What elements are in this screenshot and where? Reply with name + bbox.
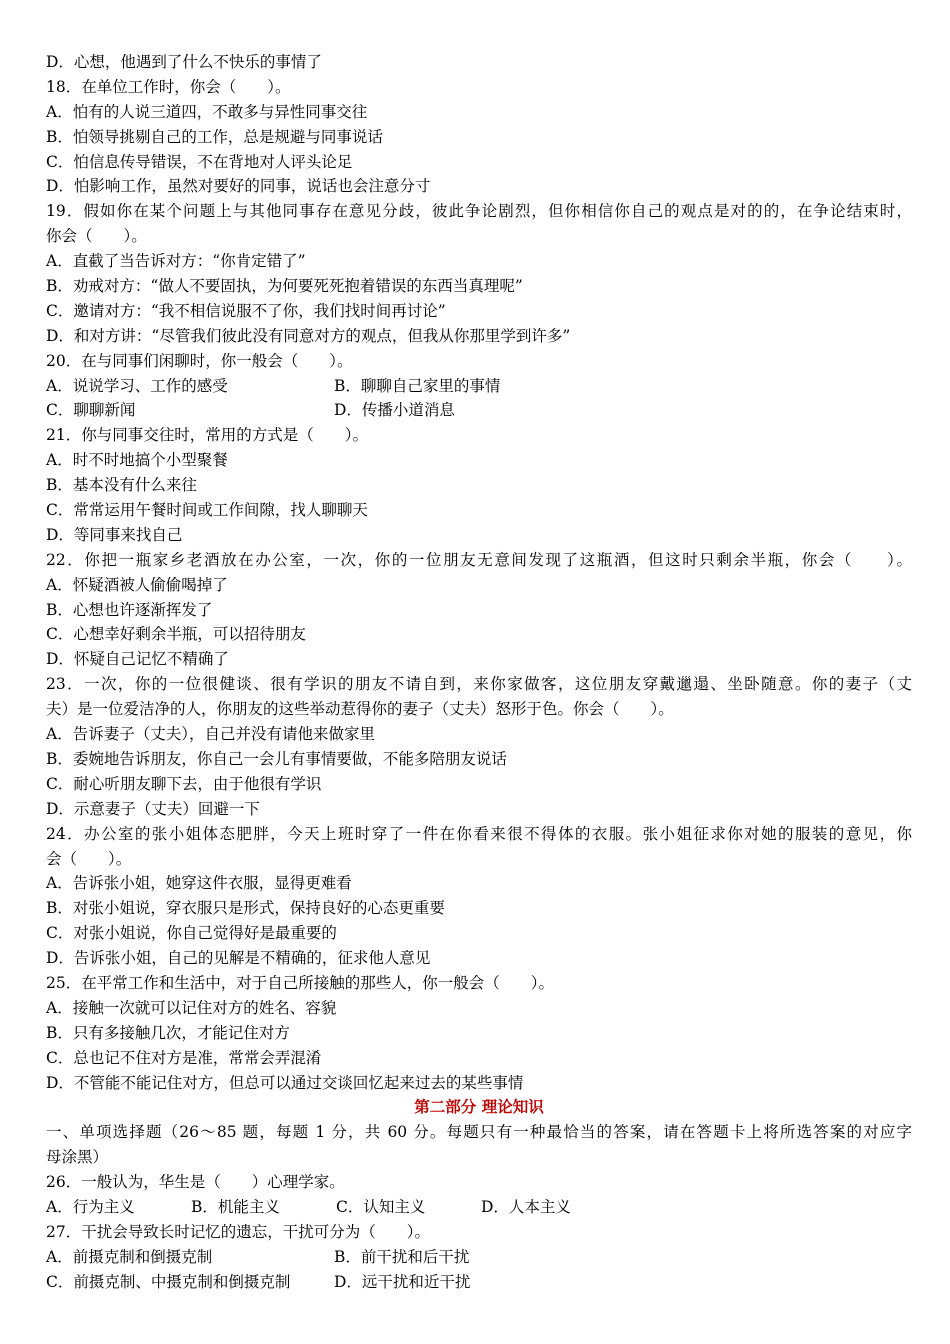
option-a: A．行为主义 — [46, 1197, 135, 1216]
option-line: A．时不时地搞个小型聚餐 — [46, 451, 228, 470]
option-line: B．对张小姐说，穿衣服只是形式，保持良好的心态更重要 — [46, 899, 445, 918]
option-right: B．聊聊自己家里的事情 — [334, 376, 501, 395]
section-instructions-cont: 母涂黑） — [46, 1148, 109, 1167]
question-stem: 26．一般认为，华生是（ ）心理学家。 — [46, 1173, 345, 1192]
section-instructions: 一、单项选择题（26～85 题，每题 1 分，共 60 分。每题只有一种最恰当的答案，请在答题卡上将所选答案的对应字 — [46, 1123, 912, 1142]
option-line: D．等同事来找自己 — [46, 525, 183, 544]
option-row — [46, 374, 912, 399]
question-stem: 19．假如你在某个问题上与其他同事存在意见分歧，彼此争论剧烈，但你相信你自己的观点是对的的，在争论结束时， — [46, 202, 912, 221]
option-line: C．耐心听朋友聊下去，由于他很有学识 — [46, 774, 322, 793]
option-row — [46, 398, 912, 423]
document-body — [46, 50, 912, 1295]
option-right: D．远干扰和近干扰 — [334, 1272, 471, 1291]
option-line: B．委婉地告诉朋友，你自己一会儿有事情要做，不能多陪朋友说话 — [46, 749, 507, 768]
option-line: B．怕领导挑剔自己的工作，总是规避与同事说话 — [46, 127, 383, 146]
option-left: C．前摄克制、中摄克制和倒摄克制 — [46, 1272, 291, 1291]
option-line: C．心想幸好剩余半瓶，可以招待朋友 — [46, 625, 306, 644]
question-stem: 20．在与同事们闲聊时，你一般会（ ）。 — [46, 351, 353, 370]
option-line: A．怀疑酒被人偷偷喝掉了 — [46, 575, 228, 594]
option-line: C．常常运用午餐时间或工作间隙，找人聊聊天 — [46, 501, 368, 520]
option-row — [46, 1195, 912, 1220]
option-row — [46, 1245, 912, 1270]
option-line: D．不管能不能记住对方，但总可以通过交谈回忆起来过去的某些事情 — [46, 1073, 524, 1092]
option-line: B．劝戒对方：“做人不要固执，为何要死死抱着错误的东西当真理呢” — [46, 277, 523, 296]
option-left: A．说说学习、工作的感受 — [46, 376, 228, 395]
option-line: D．告诉张小姐，自己的见解是不精确的，征求他人意见 — [46, 949, 431, 968]
question-stem: 27．干扰会导致长时记忆的遗忘，干扰可分为（ ）。 — [46, 1222, 430, 1241]
option-row — [46, 1270, 912, 1295]
option-line: D．怀疑自己记忆不精确了 — [46, 650, 229, 669]
option-left: C．聊聊新闻 — [46, 401, 136, 420]
section-title: 第二部分 理论知识 — [414, 1097, 544, 1117]
option-line: B．基本没有什么来往 — [46, 476, 197, 495]
option-c: C．认知主义 — [336, 1197, 426, 1216]
option-line: B．只有多接触几次，才能记住对方 — [46, 1023, 290, 1042]
option-b: B．机能主义 — [191, 1197, 280, 1216]
option-line: A．接触一次就可以记住对方的姓名、容貌 — [46, 998, 337, 1017]
option-line: C．总也记不住对方是准，常常会弄混淆 — [46, 1048, 322, 1067]
question-stem: 21．你与同事交往时，常用的方式是（ ）。 — [46, 426, 368, 445]
option-line: D．怕影响工作，虽然对要好的同事，说话也会注意分寸 — [46, 177, 431, 196]
option-right: B．前干扰和后干扰 — [334, 1247, 470, 1266]
option-line: C．对张小姐说，你自己觉得好是最重要的 — [46, 924, 337, 943]
option-line: A．告诉张小姐，她穿这件衣服，显得更难看 — [46, 874, 352, 893]
question-stem: 23．一次，你的一位很健谈、很有学识的朋友不请自到，来你家做客，这位朋友穿戴邋遢、坐卧随意。你的妻子（丈 — [46, 675, 912, 694]
option-line: A．直截了当告诉对方：“你肯定错了” — [46, 252, 306, 271]
question-stem: 24．办公室的张小姐体态肥胖，今天上班时穿了一件在你看来很不得体的衣服。张小姐征求你对她的服装的意见，你 — [46, 824, 912, 843]
option-line: A．告诉妻子（丈夫），自己并没有请他来做家里 — [46, 725, 375, 744]
option-line: B．心想也许逐渐挥发了 — [46, 600, 213, 619]
option-line: A．怕有的人说三道四，不敢多与异性同事交往 — [46, 102, 368, 121]
option-d: D．人本主义 — [481, 1197, 571, 1216]
question-stem: 25．在平常工作和生活中，对于自己所接触的那些人，你一般会（ ）。 — [46, 973, 554, 992]
option-line: D．和对方讲：“尽管我们彼此没有同意对方的观点，但我从你那里学到许多” — [46, 326, 571, 345]
option-line: C．怕信息传导错误，不在背地对人评头论足 — [46, 152, 353, 171]
option-line: C．邀请对方：“我不相信说服不了你，我们找时间再讨论” — [46, 301, 446, 320]
question-stem-cont: 会（ ）。 — [46, 849, 132, 868]
option-line: D．心想，他遇到了什么不快乐的事情了 — [46, 53, 322, 71]
option-left: A．前摄克制和倒摄克制 — [46, 1247, 213, 1266]
question-stem: 18．在单位工作时，你会（ ）。 — [46, 77, 291, 96]
question-stem-cont: 夫）是一位爱洁净的人，你朋友的这些举动惹得你的妻子（丈夫）怒形于色。你会（ ）。 — [46, 700, 674, 719]
question-stem: 22．你把一瓶家乡老酒放在办公室，一次，你的一位朋友无意间发现了这瓶酒，但这时只剩余半瓶，你会（ ）。 — [46, 550, 912, 569]
question-stem-cont: 你会（ ）。 — [46, 227, 147, 246]
option-right: D．传播小道消息 — [334, 401, 455, 420]
option-line: D．示意妻子（丈夫）回避一下 — [46, 799, 260, 818]
